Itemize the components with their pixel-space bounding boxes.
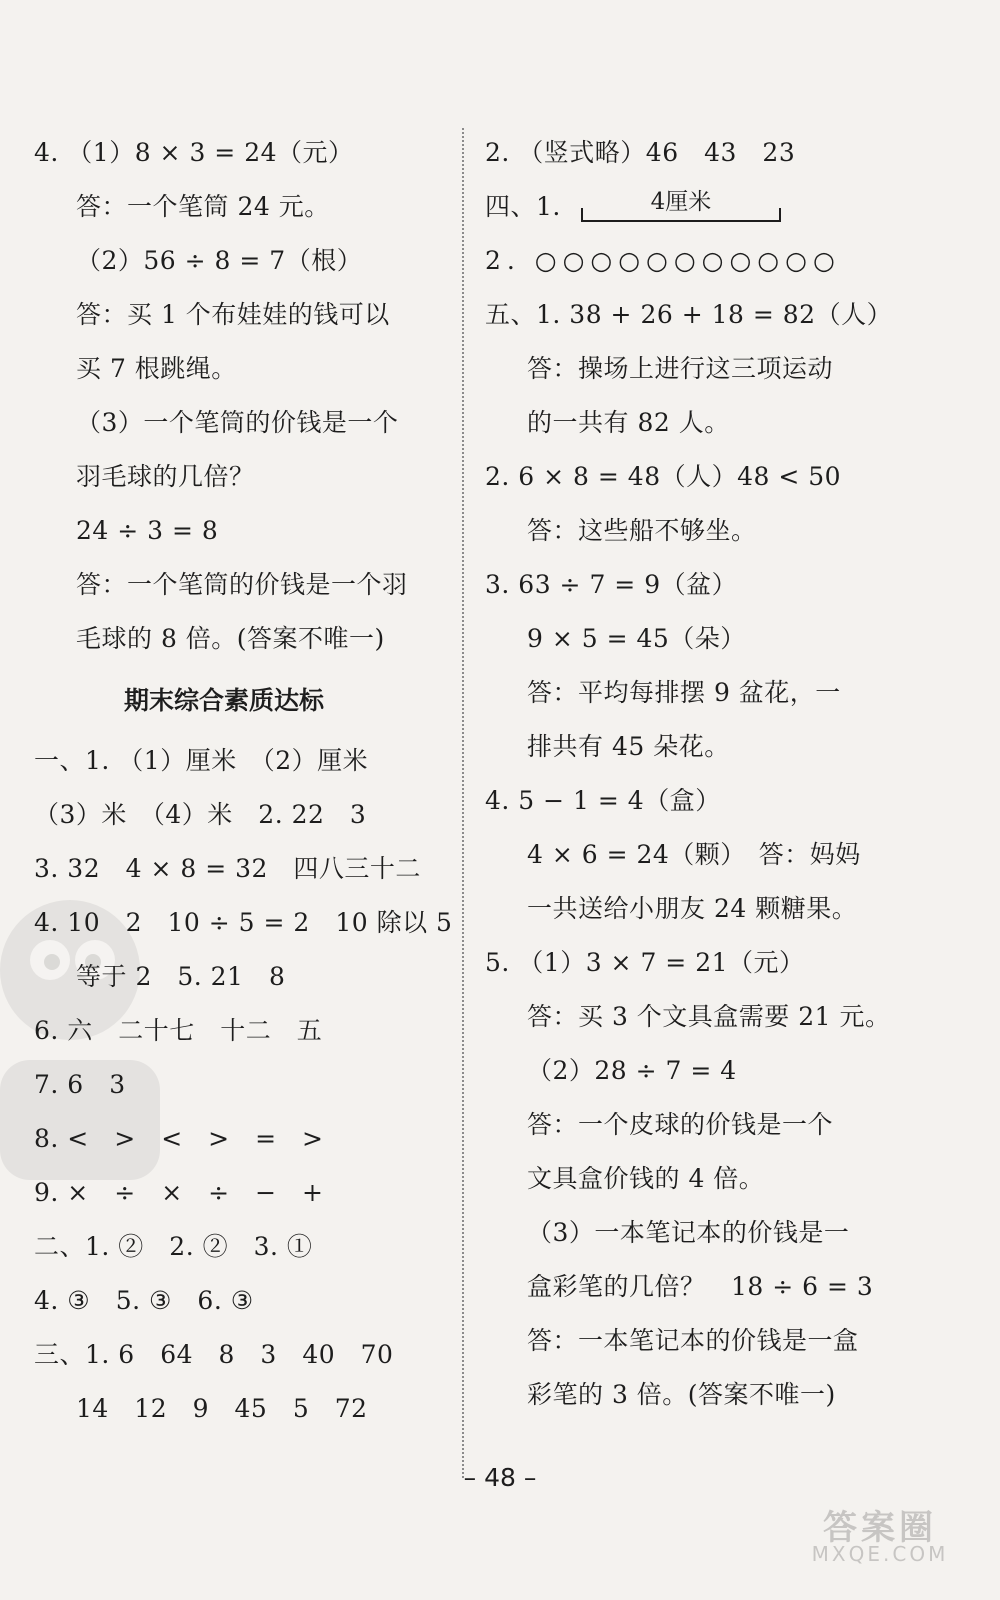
- answer-line: 3. 32 4 × 8 = 32 四八三十二: [34, 854, 421, 883]
- answer-line: 毛球的 8 倍。(答案不唯一): [76, 624, 385, 653]
- answer-line: 答：买 1 个布娃娃的钱可以: [76, 300, 390, 329]
- answer-line: 5. （1）3 × 7 = 21（元）: [485, 948, 805, 977]
- answer-line: （3）一个笔筒的价钱是一个: [76, 408, 399, 437]
- answer-line: 答：一个笔筒的价钱是一个羽: [76, 570, 408, 599]
- ruler-label: 4厘米: [650, 189, 712, 215]
- answer-line: 24 ÷ 3 = 8: [76, 516, 219, 545]
- answer-line: 彩笔的 3 倍。(答案不唯一): [527, 1380, 836, 1409]
- answer-line: 2. 6 × 8 = 48（人）48 < 50: [485, 462, 842, 491]
- answer-line: 等于 2 5. 21 8: [76, 962, 286, 991]
- answer-line: 答：平均每排摆 9 盆花，一: [527, 678, 841, 707]
- line-segment: [581, 220, 781, 222]
- answer-line: 买 7 根跳绳。: [76, 354, 237, 383]
- answer-line: 4. 5 − 1 = 4（盒）: [485, 786, 721, 815]
- answer-line: 盒彩笔的几倍？ 18 ÷ 6 = 3: [527, 1272, 874, 1301]
- segment-endpoint: [581, 208, 583, 222]
- answer-line: 4 × 6 = 24（颗） 答：妈妈: [527, 840, 861, 869]
- answer-line: 3. 63 ÷ 7 = 9（盆）: [485, 570, 738, 599]
- answer-line: 答：一个皮球的价钱是一个: [527, 1110, 834, 1139]
- answer-line: 答：一个笔筒 24 元。: [76, 192, 330, 221]
- page-number: – 48 –: [463, 1463, 537, 1492]
- answer-line: 4. （1）8 × 3 = 24（元）: [34, 138, 354, 167]
- section-title: 期末综合素质达标: [124, 686, 325, 715]
- watermark-url: MXQE.COM: [811, 1542, 949, 1566]
- answer-line: 一、1. （1）厘米 （2）厘米: [34, 746, 369, 775]
- segment-endpoint: [779, 208, 781, 222]
- answer-line: （3）米 （4）米 2. 22 3: [34, 800, 367, 829]
- watermark-text: 答案圈: [823, 1508, 937, 1548]
- answer-line: 7. 6 3: [34, 1070, 126, 1099]
- answer-line: 五、1. 38 + 26 + 18 = 82（人）: [485, 300, 893, 329]
- answer-line: （2）56 ÷ 8 = 7（根）: [76, 246, 363, 275]
- answer-line: 4. 10 2 10 ÷ 5 = 2 10 除以 5: [34, 908, 453, 937]
- answer-line: 答：这些船不够坐。: [527, 516, 757, 545]
- answer-line: 6. 六 二十七 十二 五: [34, 1016, 323, 1045]
- answer-line: 9. × ÷ × ÷ − +: [34, 1178, 324, 1207]
- circles-answer: 2. ○○○○○○○○○○○: [485, 246, 841, 275]
- answer-line: 答：操场上进行这三项运动: [527, 354, 834, 383]
- answer-line: 一共送给小朋友 24 颗糖果。: [527, 894, 858, 923]
- answer-line: 答：买 3 个文具盒需要 21 元。: [527, 1002, 891, 1031]
- answer-line: 的一共有 82 人。: [527, 408, 730, 437]
- answer-line: 14 12 9 45 5 72: [76, 1394, 368, 1423]
- answer-line: 2. （竖式略）46 43 23: [485, 138, 796, 167]
- answer-line: 排共有 45 朵花。: [527, 732, 730, 761]
- answer-line: 9 × 5 = 45（朵）: [527, 624, 746, 653]
- answer-line: 4. ③ 5. ③ 6. ③: [34, 1286, 254, 1315]
- answer-line: 二、1. ② 2. ② 3. ①: [34, 1232, 313, 1261]
- answer-line: （3）一本笔记本的价钱是一: [527, 1218, 850, 1247]
- answer-line: （2）28 ÷ 7 = 4: [527, 1056, 737, 1085]
- line-segment-drawing: [581, 188, 781, 228]
- watermark-logo: [780, 1500, 980, 1570]
- answer-line: 文具盒价钱的 4 倍。: [527, 1164, 765, 1193]
- column-divider: [462, 128, 464, 1478]
- answer-line: 四、1.: [485, 192, 561, 221]
- answer-line: 答：一本笔记本的价钱是一盒: [527, 1326, 859, 1355]
- answer-line: 羽毛球的几倍？: [76, 462, 255, 491]
- answer-line: 三、1. 6 64 8 3 40 70: [34, 1340, 394, 1369]
- answer-line: 8. < > < > = >: [34, 1124, 324, 1153]
